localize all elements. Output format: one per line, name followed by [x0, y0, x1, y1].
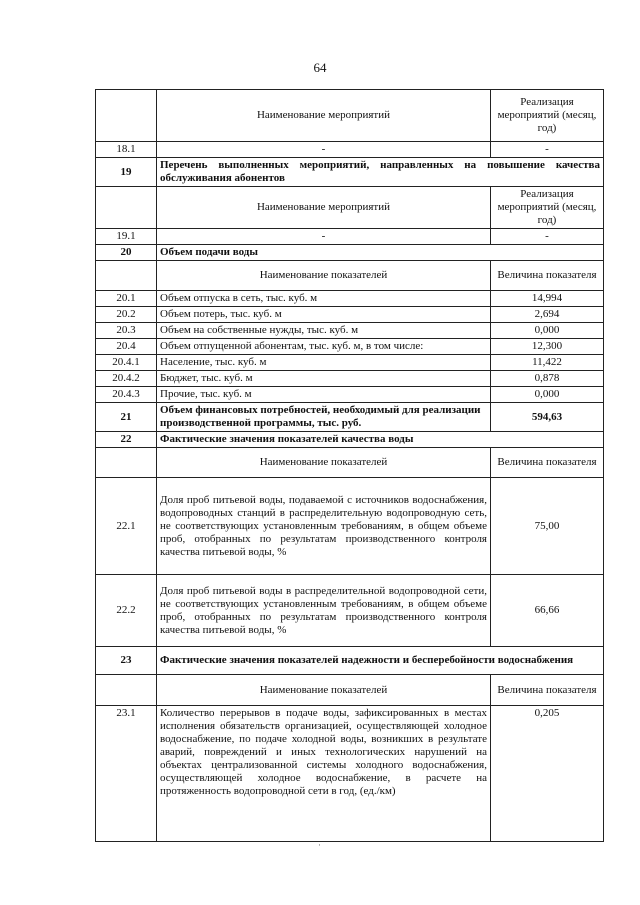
column-header-value: Величина показателя	[491, 448, 604, 478]
row-value: -	[491, 142, 604, 158]
row-value: -	[491, 229, 604, 245]
row-name: Объем на собственные нужды, тыс. куб. м	[157, 323, 491, 339]
row-value: 12,300	[491, 339, 604, 355]
row-value: 2,694	[491, 307, 604, 323]
row-value: 0,000	[491, 387, 604, 403]
row-value: 0,878	[491, 371, 604, 387]
column-header-name: Наименование показателей	[157, 448, 491, 478]
row-number: 20.1	[96, 291, 157, 307]
page-number: 64	[313, 60, 327, 75]
section-number: 20	[96, 245, 157, 261]
row-name: Доля проб питьевой воды в распределительной водопроводной сети, не соответствующих установленным требованиям, в общем объеме проб, отобранных по результатам производственного контроля качества питьевой воды, %	[157, 575, 491, 647]
column-header-name: Наименование показателей	[157, 261, 491, 291]
row-name: Количество перерывов в подаче воды, зафиксированных в местах исполнения обязательств организацией, осуществляющей холодное водоснабжение, по подаче холодной воды, возникших в результате аварий, повреждений и иных технологических нарушений на объектах централизованной системы холодного водоснабжения, осуществляющей холодное водоснабжение, в расчете на протяженность водопроводной сети в год, (ед./км)	[157, 706, 491, 842]
row-value: 66,66	[491, 575, 604, 647]
table-row	[96, 339, 604, 355]
footer-mark: ·	[318, 840, 321, 850]
row-name: -	[157, 229, 491, 245]
table-row	[96, 142, 604, 158]
table-row	[96, 229, 604, 245]
table-row	[96, 323, 604, 339]
section-title: Перечень выполненных мероприятий, направленных на повышение качества обслуживания абонентов	[157, 158, 604, 187]
table-row	[96, 291, 604, 307]
row-value: 11,422	[491, 355, 604, 371]
section-row	[96, 647, 604, 675]
row-number: 20.4.2	[96, 371, 157, 387]
row-number: 20.2	[96, 307, 157, 323]
row-number: 22.2	[96, 575, 157, 647]
table-header-row	[96, 675, 604, 706]
row-number	[96, 675, 157, 706]
section-number: 21	[96, 403, 157, 432]
column-header-value: Величина показателя	[491, 675, 604, 706]
row-number: 23.1	[96, 706, 157, 842]
row-value: 0,205	[491, 706, 604, 842]
table-row	[96, 706, 604, 842]
table-header-row	[96, 261, 604, 291]
table-header-row	[96, 187, 604, 229]
column-header-name: Наименование мероприятий	[157, 90, 491, 142]
section-row	[96, 432, 604, 448]
column-header-value: Реализация мероприятий (месяц, год)	[491, 90, 604, 142]
column-header-value: Величина показателя	[491, 261, 604, 291]
row-name: Объем отпущенной абонентам, тыс. куб. м, в том числе:	[157, 339, 491, 355]
table-row	[96, 371, 604, 387]
table-row	[96, 387, 604, 403]
table-header-row	[96, 448, 604, 478]
row-name: Прочие, тыс. куб. м	[157, 387, 491, 403]
indicators-table	[95, 89, 604, 842]
row-number: 19.1	[96, 229, 157, 245]
section-row	[96, 245, 604, 261]
row-number: 18.1	[96, 142, 157, 158]
section-number: 22	[96, 432, 157, 448]
row-value: 75,00	[491, 478, 604, 575]
row-name: Доля проб питьевой воды, подаваемой с источников водоснабжения, водопроводных станций в распределительную водопроводную сеть, не соответствующих установленным требованиям, в общем объеме проб, отобранных по результатам производственного контроля качества питьевой воды, %	[157, 478, 491, 575]
column-header-value: Реализация мероприятий (месяц, год)	[491, 187, 604, 229]
row-name: Население, тыс. куб. м	[157, 355, 491, 371]
section-title: Фактические значения показателей надежности и бесперебойности водоснабжения	[157, 647, 604, 675]
row-number: 20.3	[96, 323, 157, 339]
section-title: Фактические значения показателей качества воды	[157, 432, 604, 448]
row-name: Объем отпуска в сеть, тыс. куб. м	[157, 291, 491, 307]
row-name: Объем потерь, тыс. куб. м	[157, 307, 491, 323]
section-number: 23	[96, 647, 157, 675]
section-value: 594,63	[491, 403, 604, 432]
table-header-row	[96, 90, 604, 142]
row-number: 20.4.1	[96, 355, 157, 371]
row-number: 20.4.3	[96, 387, 157, 403]
table-row	[96, 355, 604, 371]
row-number	[96, 187, 157, 229]
row-value: 0,000	[491, 323, 604, 339]
row-name: -	[157, 142, 491, 158]
row-value: 14,994	[491, 291, 604, 307]
row-number	[96, 448, 157, 478]
section-row	[96, 158, 604, 187]
row-number	[96, 90, 157, 142]
table-row	[96, 575, 604, 647]
row-name: Бюджет, тыс. куб. м	[157, 371, 491, 387]
section-title: Объем подачи воды	[157, 245, 604, 261]
row-number	[96, 261, 157, 291]
section-number: 19	[96, 158, 157, 187]
row-number: 20.4	[96, 339, 157, 355]
table-row	[96, 478, 604, 575]
column-header-name: Наименование мероприятий	[157, 187, 491, 229]
section-row	[96, 403, 604, 432]
row-number: 22.1	[96, 478, 157, 575]
table-row	[96, 307, 604, 323]
column-header-name: Наименование показателей	[157, 675, 491, 706]
section-title: Объем финансовых потребностей, необходимый для реализации производственной программы, тыс. руб.	[157, 403, 491, 432]
